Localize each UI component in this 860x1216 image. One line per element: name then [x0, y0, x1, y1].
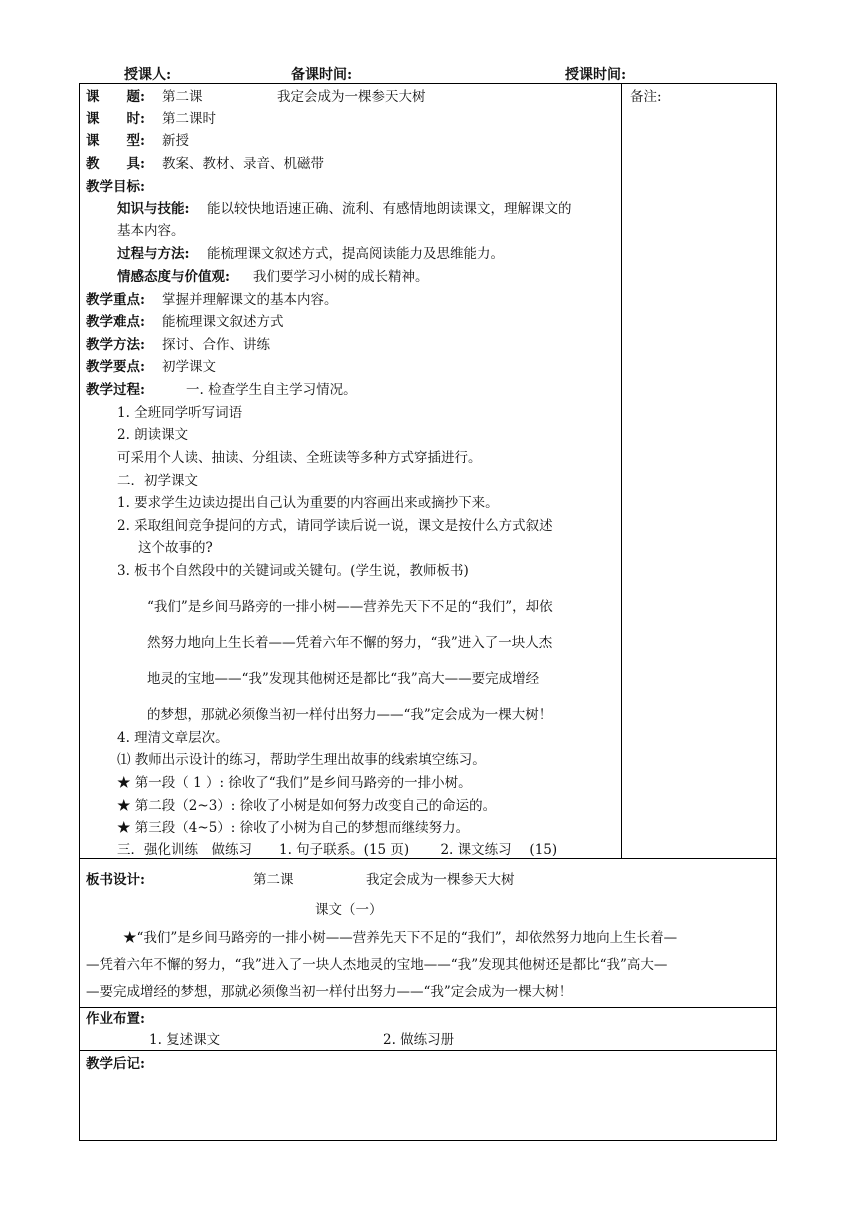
- process-step3: 三．强化训练 做练习 1. 句子联系。(15 页) 2. 课文练习 (15): [117, 842, 558, 858]
- quote-line2: 然努力地向上生长着——凭着六年不懈的努力，“我”进入了一块人杰: [147, 635, 553, 651]
- quote-line1: “我们”是乡间马路旁的一排小树——营养先天下不足的“我们”，却依: [147, 599, 553, 615]
- reflection-section-divider: [79, 1050, 777, 1051]
- teach-time-label: 授课时间:: [565, 67, 627, 83]
- teacher-label: 授课人:: [124, 67, 172, 83]
- attitude-label: 情感态度与价值观:: [117, 269, 230, 285]
- homework-section-divider: [79, 1007, 777, 1008]
- method-label: 教学方法:: [86, 337, 145, 353]
- board-title: 我定会成为一棵参天大树: [366, 872, 515, 888]
- period-label: 课 时:: [86, 111, 145, 127]
- quote-line3: 地灵的宝地——“我”发现其他树还是都比“我”高大——要完成增经: [147, 671, 540, 687]
- tools-value: 教案、教材、录音、机磁带: [162, 156, 324, 172]
- process-label: 过程与方法:: [117, 246, 190, 262]
- board-line3: —要完成增经的梦想，那就必须像当初一样付出努力——“我”定会成为一棵大树！: [86, 984, 573, 1000]
- homework-item2: 2. 做练习册: [383, 1032, 455, 1048]
- segment-two: ★ 第二段（2~3）: 徐收了小树是如何努力改变自己的命运的。: [117, 798, 497, 814]
- board-label: 板书设计:: [86, 872, 145, 888]
- step2-item3: 3. 板书个自然段中的关键词或关键句。(学生说，教师板书): [117, 563, 469, 579]
- period-value: 第二课时: [162, 111, 216, 127]
- essentials-label: 教学要点:: [86, 359, 145, 375]
- knowledge-line2: 基本内容。: [117, 223, 185, 239]
- homework-label: 作业布置:: [86, 1011, 145, 1027]
- remarks-column-divider: [621, 83, 622, 858]
- type-value: 新授: [162, 133, 189, 149]
- difficulty-value: 能梳理课文叙述方式: [162, 314, 284, 330]
- page-header: [0, 64, 860, 84]
- reflection-label: 教学后记:: [86, 1056, 145, 1072]
- step2-sub1: ⑴ 教师出示设计的练习，帮助学生理出故事的线索填空练习。: [117, 752, 486, 768]
- step1-item2: 2. 朗读课文: [117, 427, 189, 443]
- topic-label: 课 题:: [86, 89, 145, 105]
- knowledge-line1: 能以较快地语速正确、流利、有感情地朗读课文，理解课文的: [207, 201, 572, 217]
- key-point-label: 教学重点:: [86, 292, 145, 308]
- step2-item2-line1: 2. 采取组间竞争提问的方式，请同学读后说一说，课文是按什么方式叙述: [117, 518, 553, 534]
- essentials-value: 初学课文: [162, 359, 216, 375]
- tools-label: 教 具:: [86, 156, 145, 172]
- segment-one: ★ 第一段（ 1 ）: 徐收了“我们”是乡间马路旁的一排小树。: [117, 775, 472, 791]
- homework-item1: 1. 复述课文: [149, 1032, 221, 1048]
- remarks-label: 备注:: [630, 89, 662, 105]
- step1-note: 可采用个人读、抽读、分组读、全班读等多种方式穿插进行。: [117, 450, 482, 466]
- difficulty-label: 教学难点:: [86, 314, 145, 330]
- objectives-label: 教学目标:: [86, 179, 145, 195]
- process-step1: 一. 检查学生自主学习情况。: [186, 382, 357, 398]
- board-line1: ★“我们”是乡间马路旁的一排小树——营养先天下不足的“我们”，却依然努力地向上生长着—: [123, 930, 678, 946]
- quote-line4: 的梦想，那就必须像当初一样付出努力——“我”定会成为一棵大树！: [147, 707, 553, 723]
- step2-item4: 4. 理清文章层次。: [117, 730, 229, 746]
- step1-item1: 1. 全班同学听写词语: [117, 405, 243, 421]
- step2-item1: 1. 要求学生边读边提出自己认为重要的内容画出来或摘抄下来。: [117, 495, 499, 511]
- knowledge-label: 知识与技能:: [117, 201, 190, 217]
- segment-three: ★ 第三段（4~5）: 徐收了小树为自己的梦想而继续努力。: [117, 820, 470, 836]
- prep-time-label: 备课时间:: [291, 67, 353, 83]
- attitude-value: 我们要学习小树的成长精神。: [253, 269, 429, 285]
- method-value: 探讨、合作、讲练: [162, 337, 270, 353]
- process-step2: 二．初学课文: [117, 473, 198, 489]
- board-line2: —凭着六年不懈的努力，“我”进入了一块人杰地灵的宝地——“我”发现其他树还是都比“我”高大—: [86, 957, 668, 973]
- topic-lesson: 第二课: [162, 89, 203, 105]
- topic-title: 我定会成为一棵参天大树: [277, 89, 426, 105]
- process-value: 能梳理课文叙述方式，提高阅读能力及思维能力。: [207, 246, 504, 262]
- key-point-value: 掌握并理解课文的基本内容。: [162, 292, 338, 308]
- type-label: 课 型:: [86, 133, 145, 149]
- board-lesson: 第二课: [253, 872, 294, 888]
- step2-item2-line2: 这个故事的?: [138, 540, 213, 556]
- board-subtitle: 课文（一）: [315, 902, 383, 918]
- process-section-label: 教学过程:: [86, 382, 145, 398]
